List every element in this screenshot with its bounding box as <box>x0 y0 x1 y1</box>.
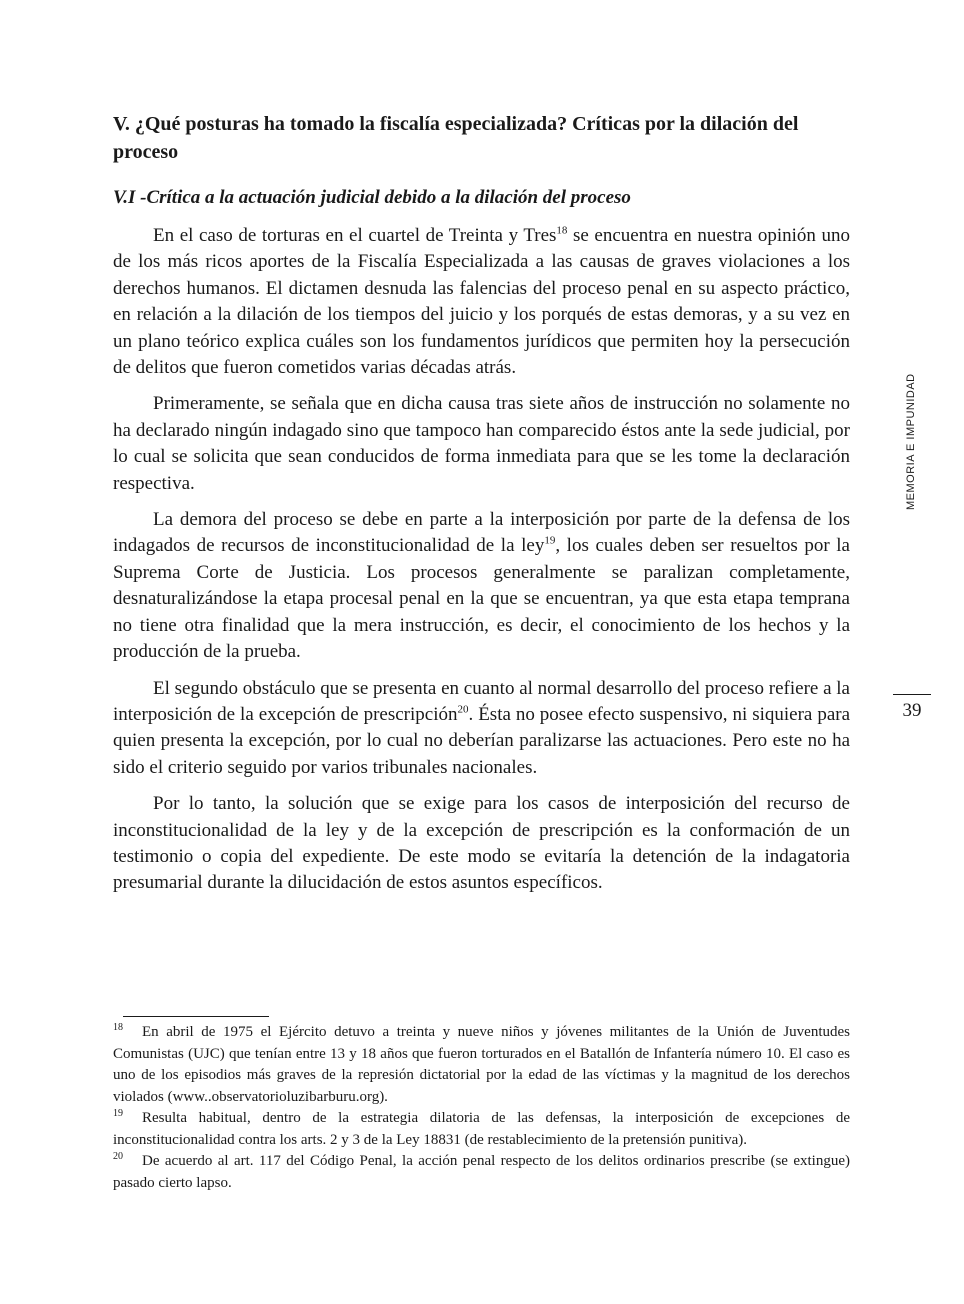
page-number-rule <box>893 694 931 695</box>
footnote-19: 19 Resulta habitual, dentro de la estrategia dilatoria de las defensas, la interposición de excepciones de inconstitucionalidad contra los arts. 2 y 3 de la Ley 18831 (de restablecimiento de la pretensión punitiva). <box>113 1108 850 1148</box>
paragraph-2: Primeramente, se señala que en dicha causa tras siete años de instrucción no solamente no ha declarado ningún indagado sino que tampoco han comparecido éstos ante la sede judicial, por lo cual se solicita que sean conducidos de forma inmediata para que se les tome la declaración respectiva. <box>113 393 850 494</box>
paragraph-5: Por lo tanto, la solución que se exige para los casos de interposición del recurso de inconstitucionalidad de la ley y de la excepción de prescripción es la conformación de un testimonio o copia del expediente. De este modo se evitaría la detención de la indagatoria presumarial durante la dilucidación de estos asuntos específicos. <box>113 793 850 894</box>
footnote-ref-20[interactable]: 20 <box>457 703 469 716</box>
footnote-text: En abril de 1975 el Ejército detuvo a treinta y nueve niños y jóvenes militantes de la Unión de Juventudes Comunistas (UJC) que tenían entre 13 y 18 años que fueron torturados en el Batallón de Infantería número 10. El caso es uno de los episodios más graves de la represión dictatorial por la edad de las víctimas y la magnitud de los derechos violados (www..observatorioluzibarburu.org). <box>113 1024 850 1105</box>
paragraph-1-text-b: se encuentra en nuestra opinión uno de los más ricos aportes de la Fiscalía Especializada a las causas de graves violaciones a los derechos humanos. El dictamen desnuda las falencias del proceso penal en su aspecto práctico, en relación a la dilación de los tiempos del juicio y los porqués de estas demoras, y a su vez en un plano teórico explica cuáles son los fundamentos jurídicos que permiten hoy la persecución de delitos que fueron cometidos varias décadas atrás. <box>113 225 850 379</box>
footnote-separator <box>123 1016 269 1017</box>
paragraph-3-text-a: La demora del proceso se debe en parte a la interposición por parte de la defensa de los indagados de recursos de inconstitucionalidad de la ley <box>113 509 850 557</box>
paragraph-3 <box>113 507 850 665</box>
paragraph-3-text-b: , los cuales deben ser resueltos por la Suprema Corte de Justicia. Los procesos generalmente se paralizan completamente, desnaturalizándose la etapa procesal penal en la que se encuentran, ya que esta etapa temprana no tiene otra finalidad que la mera instrucción, es decir, el conocimiento de los hechos y la producción de la prueba. <box>113 535 850 663</box>
footnote-ref-18[interactable]: 18 <box>556 224 568 237</box>
footnote-18: 18 En abril de 1975 el Ejército detuvo a treinta y nueve niños y jóvenes militantes de la Unión de Juventudes Comunistas (UJC) que tenían entre 13 y 18 años que fueron torturados en el Batallón de Infantería número 10. El caso es uno de los episodios más graves de la represión dictatorial por la edad de las víctimas y la magnitud de los derechos violados (www..observatorioluzibarburu.org). <box>113 1022 850 1105</box>
paragraph-4-text-b: . Ésta no posee efecto suspensivo, ni siquiera para quien presenta la excepción, por lo cual no deberían paralizarse las actuaciones. Pero este no ha sido el criterio seguido por varios tribunales nacionales. <box>113 703 851 778</box>
footnote-20: 20 De acuerdo al art. 117 del Código Penal, la acción penal respecto de los delitos ordinarios prescribe (se extingue) pasado cierto lapso. <box>113 1151 850 1191</box>
body-text <box>113 223 850 907</box>
subsection-title: V.I -Crítica a la actuación judicial debido a la dilación del proceso <box>113 187 631 208</box>
paragraph-4-text-a: El segundo obstáculo que se presenta en cuanto al normal desarrollo del proceso refiere a la interposición de la excepción de prescripción <box>113 677 850 725</box>
footnote-ref-19[interactable]: 19 <box>544 535 556 548</box>
footnote-text: De acuerdo al art. 117 del Código Penal, la acción penal respecto de los delitos ordinarios prescribe (se extingue) pasado cierto lapso. <box>113 1153 850 1191</box>
paragraph-4 <box>113 676 850 782</box>
paragraph-1 <box>113 223 850 381</box>
side-running-header: MEMORIA E IMPUNIDAD <box>905 373 917 510</box>
page-number: 39 <box>902 700 922 721</box>
section-title: V. ¿Qué posturas ha tomado la fiscalía especializada? Críticas por la dilación del proceso <box>113 113 799 163</box>
paragraph-1-text-a: En el caso de torturas en el cuartel de Treinta y Tres <box>153 225 557 246</box>
footnote-text: Resulta habitual, dentro de la estrategia dilatoria de las defensas, la interposición de excepciones de inconstitucionalidad contra los arts. 2 y 3 de la Ley 18831 (de restablecimiento de la pretensión punitiva). <box>113 1110 850 1148</box>
footnotes <box>113 1022 850 1194</box>
